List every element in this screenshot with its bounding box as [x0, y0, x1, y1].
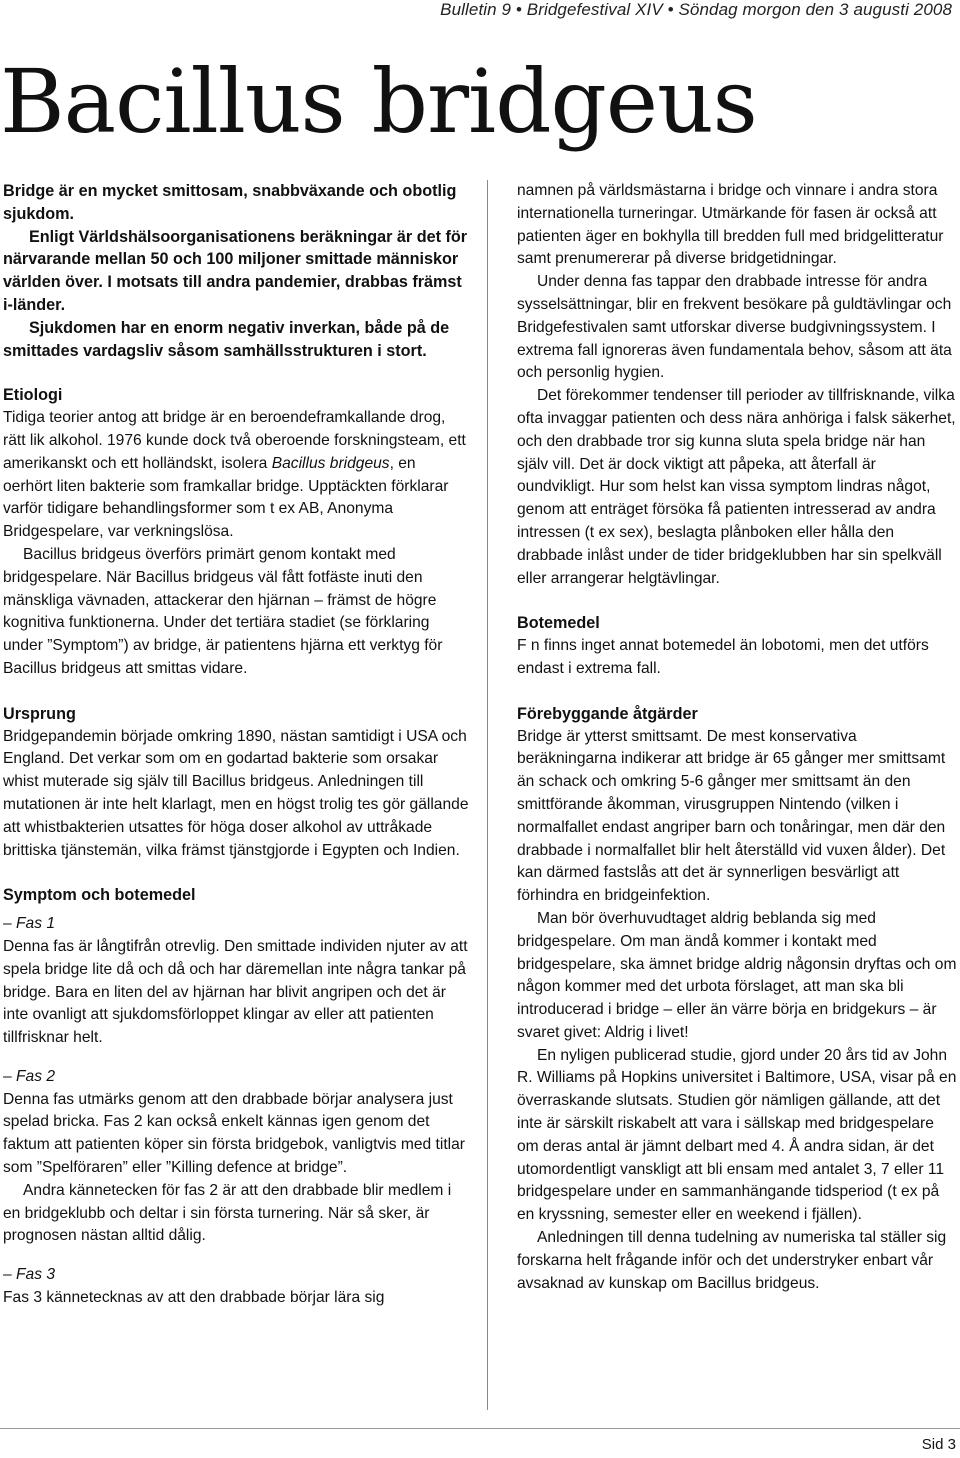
- heading-etiologi: Etiologi: [3, 386, 63, 405]
- fas3-label: – Fas 3: [3, 1266, 56, 1284]
- botemedel-paragraph: F n finns inget annat botemedel än lobotomi, men det utförs endast i extrema fall.: [517, 637, 929, 677]
- footer-divider: [0, 1428, 960, 1429]
- heading-botemedel: Botemedel: [517, 614, 600, 633]
- etiologi-paragraph-2: Bacillus bridgeus överförs primärt genom kontakt med bridgespelare. När Bacillus bridgeus väl fått fotfäste inuti den mänskliga vävnaden, attackerar den hjärnan – främst de högre kognitiva funktionerna. Under det tertiära stadiet (se förklaring under ”Symptom”) av bridge, är patientens hjärna ett verktyg för Bacillus bridgeus att smittas vidare.: [3, 545, 443, 677]
- forebyggande-paragraph-3: En nyligen publicerad studie, gjord under 20 års tid av John R. Williams på Hopkins universitet i Baltimore, USA, visar på en överraskande slutsats. Studien gör nämligen gällande, att det inte är särskilt riskabelt att vara i sällskap med bridgespelare om deras antal är jämnt delbart med 4. Å andra sidan, är det utomordentligt vanskligt att bli ensam med antalet 3, 7 eller 11 bridgespelare under en sammanhängande tidsperiod (t ex på en kryssning, semester eller en weekend i fjällen).: [517, 1046, 957, 1224]
- heading-forebyggande: Förebyggande åtgärder: [517, 704, 698, 723]
- forebyggande-paragraph-4: Anledningen till denna tudelning av numeriska tal ställer sig forskarna helt frågande inför och det understryker enbart vår avsaknad av kunskap om Bacillus bridgeus.: [517, 1229, 947, 1292]
- forebyggande-paragraph-2: Man bör överhuvudtaget aldrig beblanda sig med bridgespelare. Om man ändå kommer i kontakt med bridgespelare, ska ämnet bridge aldrig någonsin dryftas och om någon kommer med det urbota förslaget, att man ska bli introducerad i bridge – eller än värre börja en bridgekurs – är svaret givet: Aldrig i livet!: [517, 909, 957, 1041]
- fas3-paragraph: Fas 3 kännetecknas av att den drabbade börjar lära sig: [3, 1289, 385, 1307]
- forebyggande-paragraph-1: Bridge är ytterst smittsamt. De mest konservativa beräkningarna indikerar att bridge är 65 gånger mer smittsamt än schack och omkring 5-6 gånger mer smittsamt än den smittförande åkomman, virusgruppen Nintendo (vilken i normalfallet endast angriper barn och tonåringar, men där den drabbade i normalfallet blir helt återställd vid vuxen ålder). Det kan därmed fastslås att det är synnerligen besvärligt att förhindra en bridgeinfektion.: [517, 727, 946, 905]
- page-number: Sid 3: [921, 1436, 956, 1453]
- fas1-label: – Fas 1: [3, 915, 56, 933]
- ursprung-paragraph: Bridgepandemin började omkring 1890, nästan samtidigt i USA och England. Det verkar som om en godartad bakterie som orsakar whist muterade sig själv till Bacillus bridgeus. Anledningen till mutationen är inte helt klarlagt, men en högst trolig tes gör gällande att whistbakterien utsattes för höga doser alkohol av uttråkade brittiska tjänstemän, vilka främst tjänstgjorde i Egypten och Indien.: [3, 727, 469, 859]
- bulletin-header: Bulletin 9 • Bridgefestival XIV • Söndag morgon den 3 augusti 2008: [440, 0, 952, 19]
- heading-ursprung: Ursprung: [3, 704, 76, 723]
- lead-paragraph-1: Bridge är en mycket smittosam, snabbväxande och obotlig sjukdom.: [3, 182, 457, 223]
- article-title: Bacillus bridgeus: [0, 50, 757, 153]
- lead-text: [3, 180, 469, 362]
- fas3-paragraph-3: Det förekommer tendenser till perioder av tillfrisknande, vilka ofta invaggar patienten och dess nära anhöriga i falsk säkerhet, och den drabbade tror sig kunna sluta spela bridge när han själv vill. Det är dock viktigt att påpeka, att återfall är oundvikligt. Hur som helst kan vissa symptom lindras något, genom att enträget försöka få patienten intresserad av andra intressen (t ex sex), beslagta plånboken eller hålla den drabbade inlåst under de tider bridgeklubben har sin spelkväll eller arrangerar helgtävlingar.: [517, 387, 956, 587]
- fas3-paragraph-2: Under denna fas tappar den drabbade intresse för andra sysselsättningar, blir en frekvent besökare på guldtävlingar och Bridgefestivalen samt utforskar diverse budgivningssystem. I extrema fall ignoreras även fundamentala behov, såsom att äta och personlig hygien.: [517, 273, 952, 382]
- fas2-paragraph-2: Andra kännetecken för fas 2 är att den drabbade blir medlem i en bridgeklubb och deltar i sin första turnering. När så sker, är prognosen nästan alltid dålig.: [3, 1181, 452, 1245]
- fas3-continued-paragraph: namnen på världsmästarna i bridge och vinnare i andra stora internationella turneringar. Utmärkande för fasen är också att patienten äger en bokhylla till bredden full med bridgelitteratur samt prenumererar på diverse bridgetidningar.: [517, 182, 944, 268]
- lead-paragraph-3: Sjukdomen har en enorm negativ inverkan, både på de smittades vardagsliv såsom samhällsstrukturen i stort.: [3, 318, 450, 360]
- fas1-paragraph: Denna fas är långtifrån otrevlig. Den smittade individen njuter av att spela bridge lite då och då och har däremellan inte några tankar på bridge. Bara en liten del av hjärnan har blivit angripen och det är inte ovanligt att sjukdomsförloppet klingar av eller att patienten tillfrisknar helt.: [3, 937, 468, 1047]
- etiologi-paragraph-1: Tidiga teorier antog att bridge är en beroendeframkallande drog, rätt lik alkohol. 1976 kunde dock två oberoende forskningsteam, ett amerikanskt och ett holländskt, isolera Bacillus bridgeus, en oerhört liten bakterie som framkallar bridge. Upptäckten förklarar varför tidigare behandlingsformer som t ex AB, Anonyma Bridgespelare, var verkningslösa.: [3, 409, 466, 541]
- right-column: [517, 180, 957, 1295]
- lead-paragraph-2: Enligt Världshälsoorganisationens beräkningar är det för närvarande mellan 50 och 100 miljoner smittade människor världen över. I motsats till andra pandemier, drabbas främst i-länder.: [3, 227, 468, 314]
- column-divider: [487, 180, 488, 1410]
- heading-symptom: Symptom och botemedel: [3, 886, 196, 905]
- fas2-paragraph-1: Denna fas utmärks genom att den drabbade börjar analysera just spelad bricka. Fas 2 kan också enkelt kännas igen genom det faktum att patienten köper sin första bridgebok, vanligtvis med titlar som ”Spelföraren” eller ”Killing defence at bridge”.: [3, 1090, 465, 1177]
- left-column: [3, 180, 469, 1310]
- fas2-label: – Fas 2: [3, 1067, 56, 1085]
